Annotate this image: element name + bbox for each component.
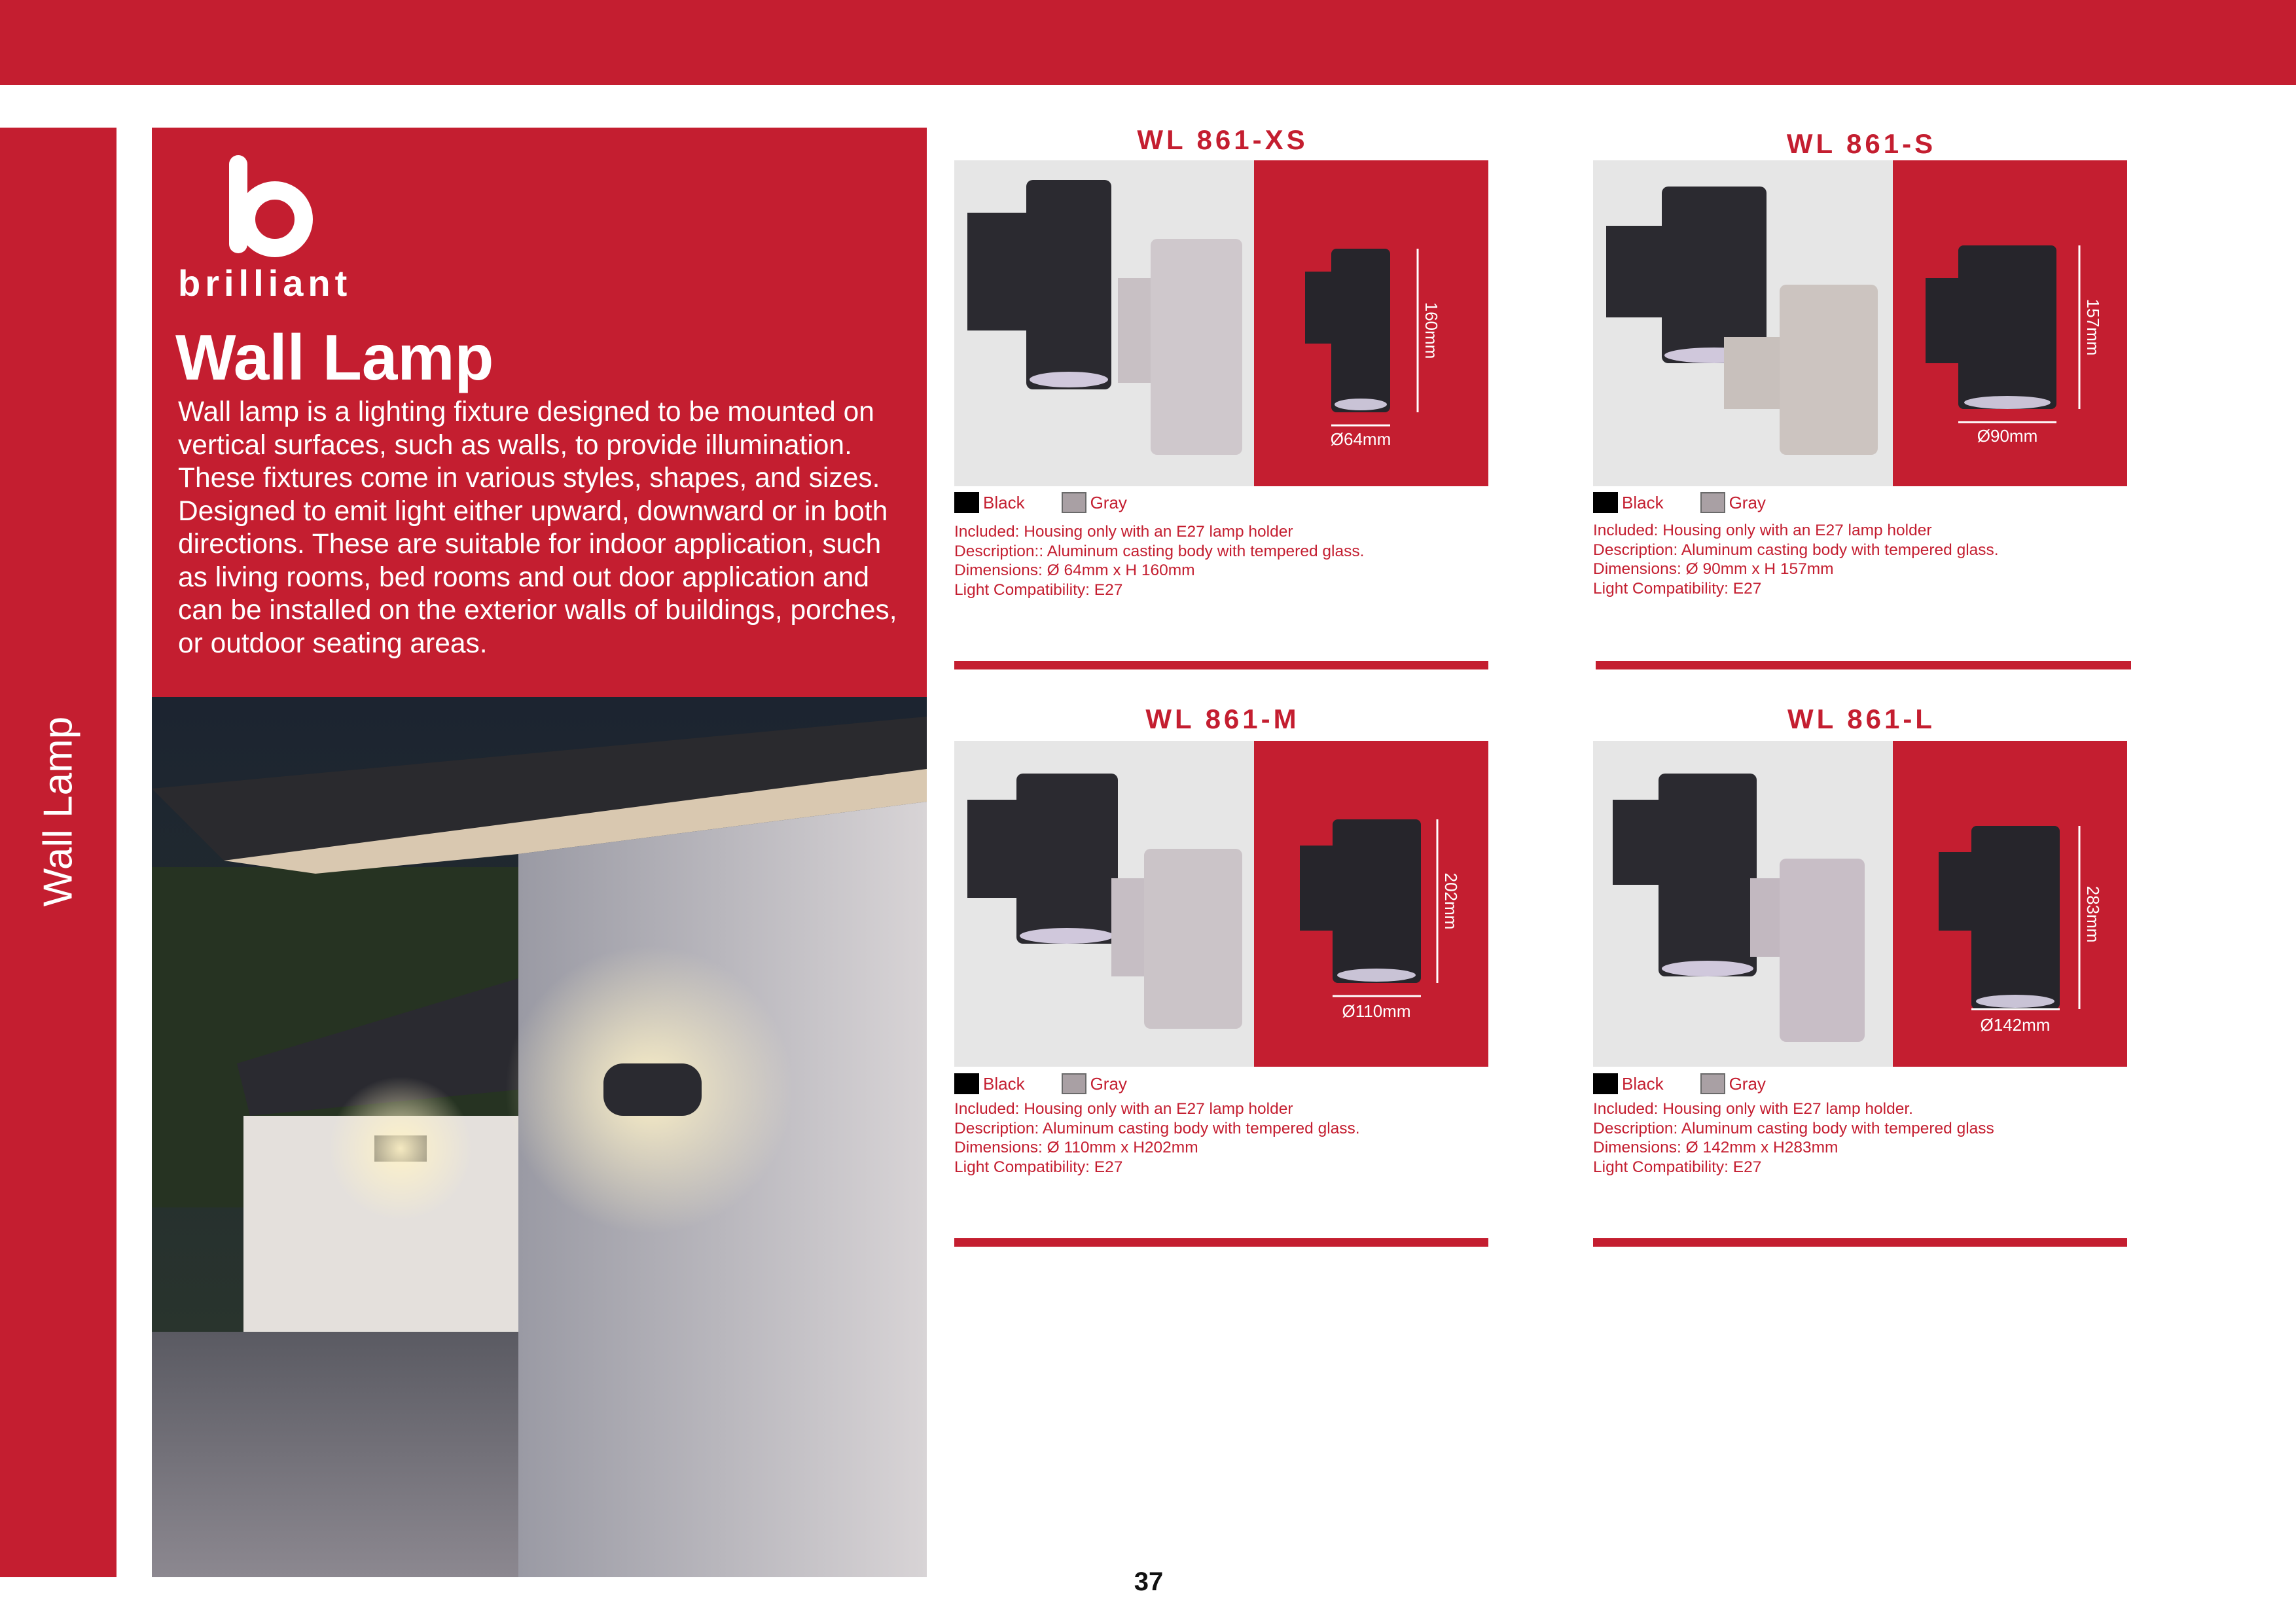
spec-included: Included: Housing only with an E27 lamp holder [1593, 522, 1932, 539]
spec-compatibility: Light Compatibility: E27 [954, 580, 1123, 599]
spec-dimensions: Dimensions: Ø 64mm x H 160mm [954, 562, 1195, 579]
lamp-gray [1780, 859, 1865, 1042]
diagram-lens [1337, 969, 1416, 982]
product-model: WL 861-S [1786, 128, 1937, 159]
lamp-black [1016, 774, 1118, 944]
divider [954, 661, 1488, 669]
swatch-gray-label: Gray [1090, 492, 1127, 512]
swatch-gray-label: Gray [1729, 492, 1766, 512]
spec-dimensions: Dimensions: Ø 142mm x H283mm [1593, 1139, 1839, 1156]
product-specs [1593, 1099, 1994, 1177]
diameter-label: Ø110mm [1342, 1001, 1411, 1021]
product-photo [1593, 160, 1893, 486]
intro-panel [152, 128, 927, 697]
lamp-gray [1780, 285, 1878, 455]
spec-description: Description: Aluminum casting body with tempered glass. [1593, 541, 1999, 559]
photo-main-lamp [603, 1063, 702, 1116]
swatch-black [954, 1073, 979, 1094]
lamp-lens [1662, 961, 1753, 976]
swatch-black [954, 492, 979, 513]
lamp-black [1662, 187, 1767, 363]
color-options [1593, 492, 1766, 513]
swatch-black [1593, 1073, 1618, 1094]
top-banner [0, 0, 2296, 85]
swatch-gray-label: Gray [1090, 1073, 1127, 1094]
logo-bowl [246, 190, 304, 248]
spec-description: Description: Aluminum casting body with tempered glass [1593, 1119, 1994, 1137]
brilliant-logo [223, 154, 327, 259]
diagram-lamp [1333, 819, 1421, 983]
lamp-black [1026, 180, 1111, 389]
divider [954, 1238, 1488, 1247]
height-label: 202mm [1441, 872, 1461, 930]
diameter-label: Ø64mm [1330, 429, 1391, 449]
diagram-lamp [1958, 245, 2056, 409]
swatch-black-label: Black [983, 492, 1025, 512]
section-tab-label: Wall Lamp [35, 716, 81, 907]
height-label: 157mm [2083, 298, 2103, 356]
product-model: WL 861-XS [1137, 124, 1308, 155]
product-model: WL 861-M [1145, 704, 1300, 734]
spec-included: Included: Housing only with an E27 lamp holder [954, 1100, 1293, 1118]
spec-description: Description: Aluminum casting body with tempered glass. [954, 1119, 1360, 1137]
swatch-black-label: Black [1622, 1073, 1664, 1094]
product-specs [1593, 521, 1999, 598]
product-photo [954, 160, 1254, 486]
page-title: Wall Lamp [175, 321, 494, 393]
swatch-gray [1700, 1073, 1725, 1094]
product-dimension-diagram [1254, 741, 1488, 1067]
page-number: 37 [1134, 1567, 1164, 1596]
lamp-lens [1030, 372, 1108, 387]
product-photo [954, 741, 1254, 1067]
spec-compatibility: Light Compatibility: E27 [954, 1158, 1123, 1176]
brand-name: brilliant [178, 262, 352, 304]
product-model: WL 861-L [1787, 704, 1935, 734]
spec-dimensions: Dimensions: Ø 90mm x H 157mm [1593, 560, 1834, 578]
lamp-black [1659, 774, 1757, 976]
photo-far-glow [329, 1077, 473, 1221]
lamp-gray [1151, 239, 1242, 455]
lamp-bracket [967, 213, 1033, 330]
diagram-lens [1335, 399, 1387, 410]
lifestyle-photo [152, 697, 927, 1577]
diagram-lamp [1971, 826, 2060, 1009]
spec-included: Included: Housing only with E27 lamp holder. [1593, 1100, 1913, 1118]
height-label: 283mm [2083, 885, 2103, 943]
photo-pavement [152, 1332, 518, 1577]
color-options [1593, 1073, 1766, 1094]
product-photo [1593, 741, 1893, 1067]
swatch-gray [1062, 492, 1086, 513]
product-dimension-diagram [1893, 741, 2127, 1067]
color-options [954, 1073, 1127, 1094]
spec-compatibility: Light Compatibility: E27 [1593, 579, 1762, 597]
spec-included: Included: Housing only with an E27 lamp holder [954, 523, 1293, 541]
product-specs [954, 522, 1364, 599]
swatch-gray [1062, 1073, 1086, 1094]
divider [1593, 1238, 2127, 1247]
product-specs [954, 1099, 1360, 1177]
swatch-black [1593, 492, 1618, 513]
intro-description: Wall lamp is a lighting fixture designed to be mounted on vertical surfaces, such as walls, to provide illumination. These fixtures come in various styles, shapes, and sizes. Designed to emit light either upward, downward or in both directions. These are suitable for indoor application, such as living rooms, bed rooms and out door application and can be installed on the exterior walls of buildings, porches, or outdoor seating areas. [178, 397, 897, 659]
swatch-gray-label: Gray [1729, 1073, 1766, 1094]
height-label: 160mm [1422, 302, 1441, 359]
product-dimension-diagram [1254, 160, 1488, 486]
diameter-label: Ø142mm [1980, 1015, 2051, 1035]
diagram-lens [1964, 396, 2051, 409]
divider [1596, 661, 2131, 669]
diagram-lens [1976, 995, 2054, 1008]
swatch-black-label: Black [1622, 492, 1664, 512]
lamp-lens [1020, 928, 1114, 944]
diameter-label: Ø90mm [1977, 426, 2038, 446]
lamp-gray [1144, 849, 1242, 1029]
color-options [954, 492, 1127, 513]
spec-compatibility: Light Compatibility: E27 [1593, 1158, 1762, 1176]
diagram-lamp [1331, 249, 1390, 412]
lamp-bracket [1613, 800, 1665, 885]
lamp-bracket-gray [1724, 337, 1783, 409]
spec-description: Description:: Aluminum casting body with tempered glass. [954, 542, 1365, 560]
swatch-black-label: Black [983, 1073, 1025, 1094]
swatch-gray [1700, 492, 1725, 513]
product-dimension-diagram [1893, 160, 2127, 486]
spec-dimensions: Dimensions: Ø 110mm x H202mm [954, 1139, 1198, 1156]
